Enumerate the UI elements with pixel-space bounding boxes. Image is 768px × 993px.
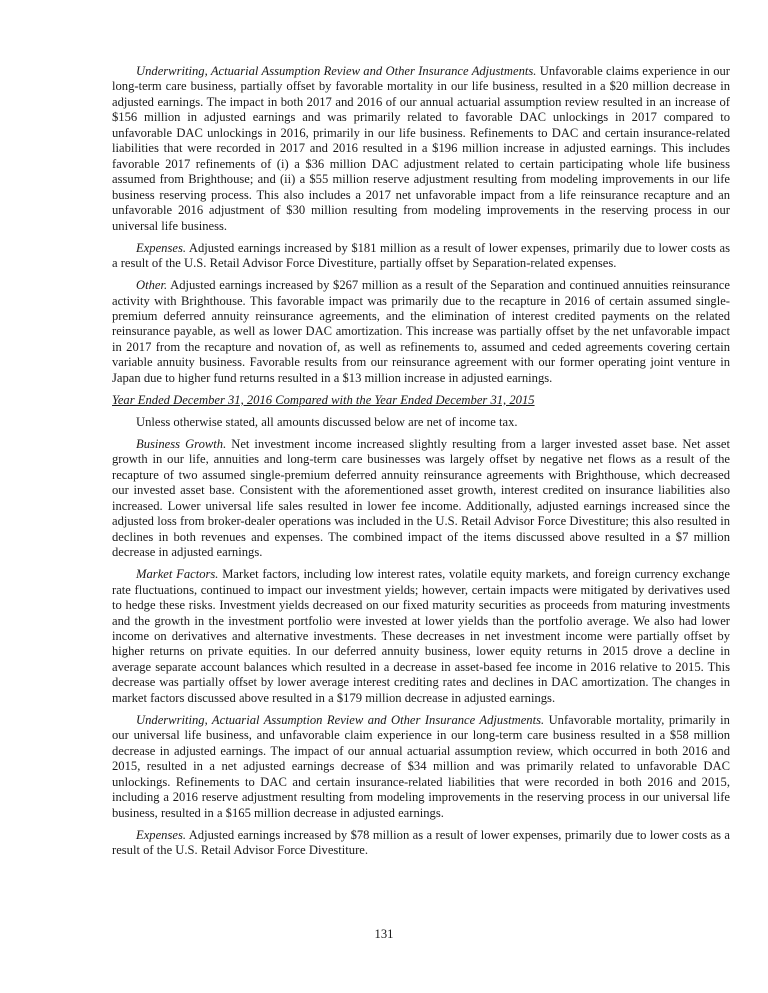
page-number: 131 xyxy=(374,927,394,941)
paragraph-market-factors-2016 xyxy=(112,567,730,706)
paragraph-text: Adjusted earnings increased by $78 million as a result of lower expenses, primarily due to lower costs as a result of the U.S. Retail Advisor Force Divestiture. xyxy=(112,827,730,858)
paragraph-lead: Expenses. xyxy=(136,827,187,842)
paragraph-lead: Underwriting, Actuarial Assumption Review and Other Insurance Adjustments. xyxy=(136,712,545,727)
paragraph-text: Unfavorable claims experience in our long-term care business, partially offset by favorable mortality in our life business, resulted in a $20 million decrease in adjusted earnings. The impact in both 2017 and 2016 of our annual actuarial assumption review resulted in an increase of $156 million in adjusted earnings and was primarily related to favorable DAC unlockings in 2017 compared to unfavorable DAC unlockings in 2016, primarily in our life business. Refinements to DAC and certain insurance-related liabilities that were recorded in 2017 and 2016 resulted in a $196 million increase in adjusted earnings. This includes favorable 2017 refinements of (i) a $36 million DAC adjustment related to certain participating whole life business assumed from Brighthouse; and (ii) a $55 million reserve adjustment resulting from modeling improvements in our life business reserving process. This also includes a 2017 net unfavorable impact from a life reinsurance recapture and an unfavorable 2016 adjustment of $30 million resulting from modeling improvements in the reserving process in our universal life business. xyxy=(112,64,731,233)
paragraph-lead: Expenses. xyxy=(136,240,187,255)
paragraph-text: Unfavorable mortality, primarily in our universal life business, and unfavorable claim experience in our long-term care business resulted in a $58 million decrease in adjusted earnings. The impact of our annual actuarial assumption review, which occurred in both 2016 and 2015, resulted in a net adjusted earnings decrease of $34 million and was primarily related to unfavorable DAC unlockings. Refinements to DAC and certain insurance-related liabilities that were recorded in both 2016 and 2015, including a 2016 reserve adjustment resulting from modeling improvements in the reserving process in our universal life business, resulted in a $165 million decrease in adjusted earnings. xyxy=(112,712,730,820)
paragraph-lead: Underwriting, Actuarial Assumption Review and Other Insurance Adjustments. xyxy=(136,64,537,78)
paragraph-text: Net investment income increased slightly resulting from a larger invested asset base. Net asset growth in our life, annuities and long-term care businesses was largely offset by negative net flows as a result of the recapture of two assumed single-premium deferred annuity reinsurance agreements with Brighthouse, which decreased our invested asset base. Consistent with the aforementioned asset growth, interest credited on insurance liabilities also increased. Lower universal life sales resulted in lower fee income. Additionally, adjusted earnings increased since the adjusted loss from broker-dealer operations was included in the U.S. Retail Advisor Force Divestiture; this also resulted in declines in both revenues and expenses. The combined impact of the items discussed above resulted in a $7 million decrease in adjusted earnings. xyxy=(112,436,730,560)
paragraph-text: Adjusted earnings increased by $267 million as a result of the Separation and continued annuities reinsurance activity with Brighthouse. This favorable impact was primarily due to the recapture in 2016 of certain assumed single-premium deferred annuity reinsurance agreements, and the elimination of interest credited payments on the related reinsurance payable, as well as lower DAC amortization. This increase was partially offset by the net unfavorable impact in 2017 from the recapture and novation of, as well as refinements to, assumed and ceded agreements covering certain variable annuity business. Favorable results from our reinsurance agreement with our former operating joint venture in Japan due to higher fund returns resulted in a $13 million increase in adjusted earnings. xyxy=(112,278,730,385)
paragraph-underwriting-2017 xyxy=(112,64,730,234)
paragraph-lead: Other. xyxy=(136,278,168,293)
paragraph-expenses-2017 xyxy=(112,241,730,272)
paragraph-lead: Market Factors. xyxy=(136,567,219,582)
paragraph-lead: Business Growth. xyxy=(136,436,227,451)
paragraph-text: Adjusted earnings increased by $181 million as a result of lower expenses, primarily due to lower costs as a result of the U.S. Retail Advisor Force Divestiture, partially offset by Separation-related expenses. xyxy=(112,240,730,271)
paragraph-other-2017 xyxy=(112,278,730,386)
paragraph-text: Market factors, including low interest rates, volatile equity markets, and foreign currency exchange rate fluctuations, continued to impact our investment yields; however, certain impacts were mitigated by derivatives used to hedge these risks. Investment yields decreased on our fixed maturity securities as proceeds from maturing investments and the growth in the investment portfolio were invested at lower yields than the portfolio average. We also had lower income on derivatives and alternative investments. These decreases in net investment income were partially offset by higher returns on private equities. In our deferred annuity business, lower equity returns in 2015 drove a decline in average separate account balances which resulted in a decrease in asset-based fee income in 2016 relative to 2015. This decrease was partially offset by lower average interest crediting rates and declines in DAC amortization. The changes in market factors discussed above resulted in a $179 million decrease in adjusted earnings. xyxy=(112,567,730,705)
section-heading: Year Ended December 31, 2016 Compared with the Year Ended December 31, 2015 xyxy=(112,392,535,407)
intro-paragraph: Unless otherwise stated, all amounts discussed below are net of income tax. xyxy=(136,414,518,429)
document-body xyxy=(112,64,730,865)
paragraph-expenses-2016 xyxy=(112,828,730,859)
paragraph-business-growth-2016 xyxy=(112,437,730,561)
paragraph-underwriting-2016 xyxy=(112,713,730,821)
